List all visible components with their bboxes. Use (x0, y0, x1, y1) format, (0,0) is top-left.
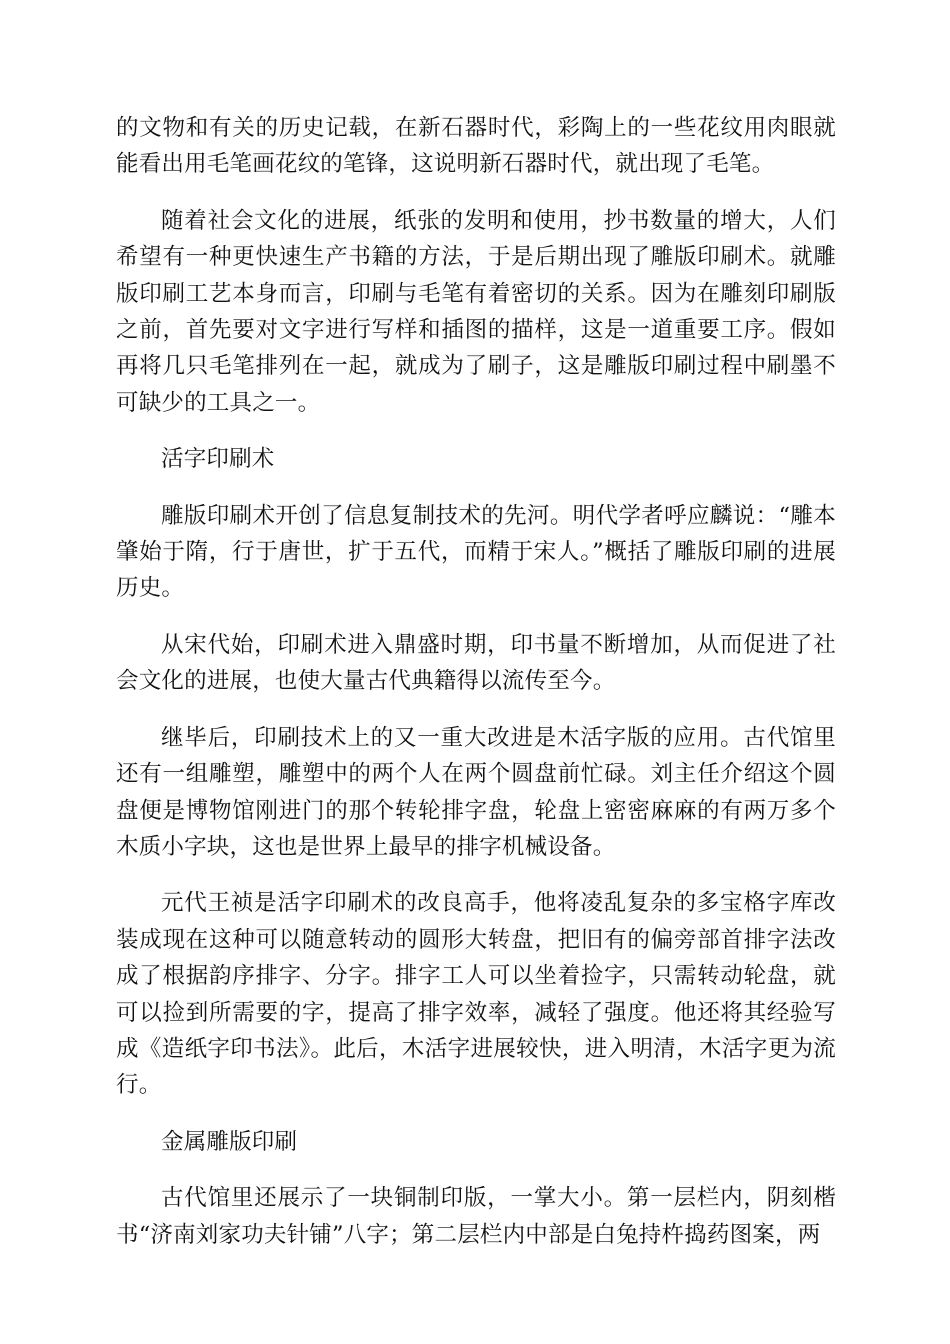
paragraph-brush-and-block-printing: 随着社会文化的进展，纸张的发明和使用，抄书数量的增大，人们希望有一种更快速生产书籍的方法，于是后期出现了雕版印刷术。就雕版印刷工艺本身而言，印刷与毛笔有着密切的关系。因为在雕刻印刷版之前，首先要对文字进行写样和插图的描样，这是一道重要工序。假如再将几只毛笔排列在一起，就成为了刷子，这是雕版印刷过程中刷墨不可缺少的工具之一。 (116, 207, 836, 416)
section-heading-movable-type: 活字印刷术 (161, 446, 275, 473)
paragraph-continuation: 的文物和有关的历史记载，在新石器时代，彩陶上的一些花纹用肉眼就能看出用毛笔画花纹的笔锋，这说明新石器时代，就出现了毛笔。 (116, 115, 836, 178)
paragraph-block-printing-history: 雕版印刷术开创了信息复制技术的先河。明代学者呼应麟说：“雕本肇始于隋，行于唐世，扩于五代，而精于宋人。”概括了雕版印刷的进展历史。 (116, 502, 836, 602)
document-body (116, 110, 836, 1273)
paragraph-copper-plate: 古代馆里还展示了一块铜制印版，一掌大小。第一层栏内，阴刻楷书“济南刘家功夫针铺”八字；第二层栏内中部是白兔持杵捣药图案，两 (116, 1185, 836, 1248)
paragraph-song-dynasty: 从宋代始，印刷术进入鼎盛时期，印书量不断增加，从而促进了社会文化的进展，也使大量古代典籍得以流传至今。 (116, 631, 836, 695)
section-heading-metal-printing: 金属雕版印刷 (161, 1128, 298, 1155)
paragraph-wooden-type: 继毕后，印刷技术上的又一重大改进是木活字版的应用。古代馆里还有一组雕塑，雕塑中的两个人在两个圆盘前忙碌。刘主任介绍这个圆盘便是博物馆刚进门的那个转轮排字盘，轮盘上密密麻麻的有两万多个木质小字块，这也是世界上最早的排字机械设备。 (116, 724, 836, 860)
paragraph-wang-zhen: 元代王祯是活字印刷术的改良高手，他将凌乱复杂的多宝格字库改装成现在这种可以随意转动的圆形大转盘，把旧有的偏旁部首排字法改成了根据韵序排字、分字。排字工人可以坐着捡字，只需转动轮盘，就可以捡到所需要的字，提高了排字效率，减轻了强度。他还将其经验写成《造纸字印书法》。此后，木活字进展较快，进入明清，木活字更为流行。 (116, 890, 836, 1099)
